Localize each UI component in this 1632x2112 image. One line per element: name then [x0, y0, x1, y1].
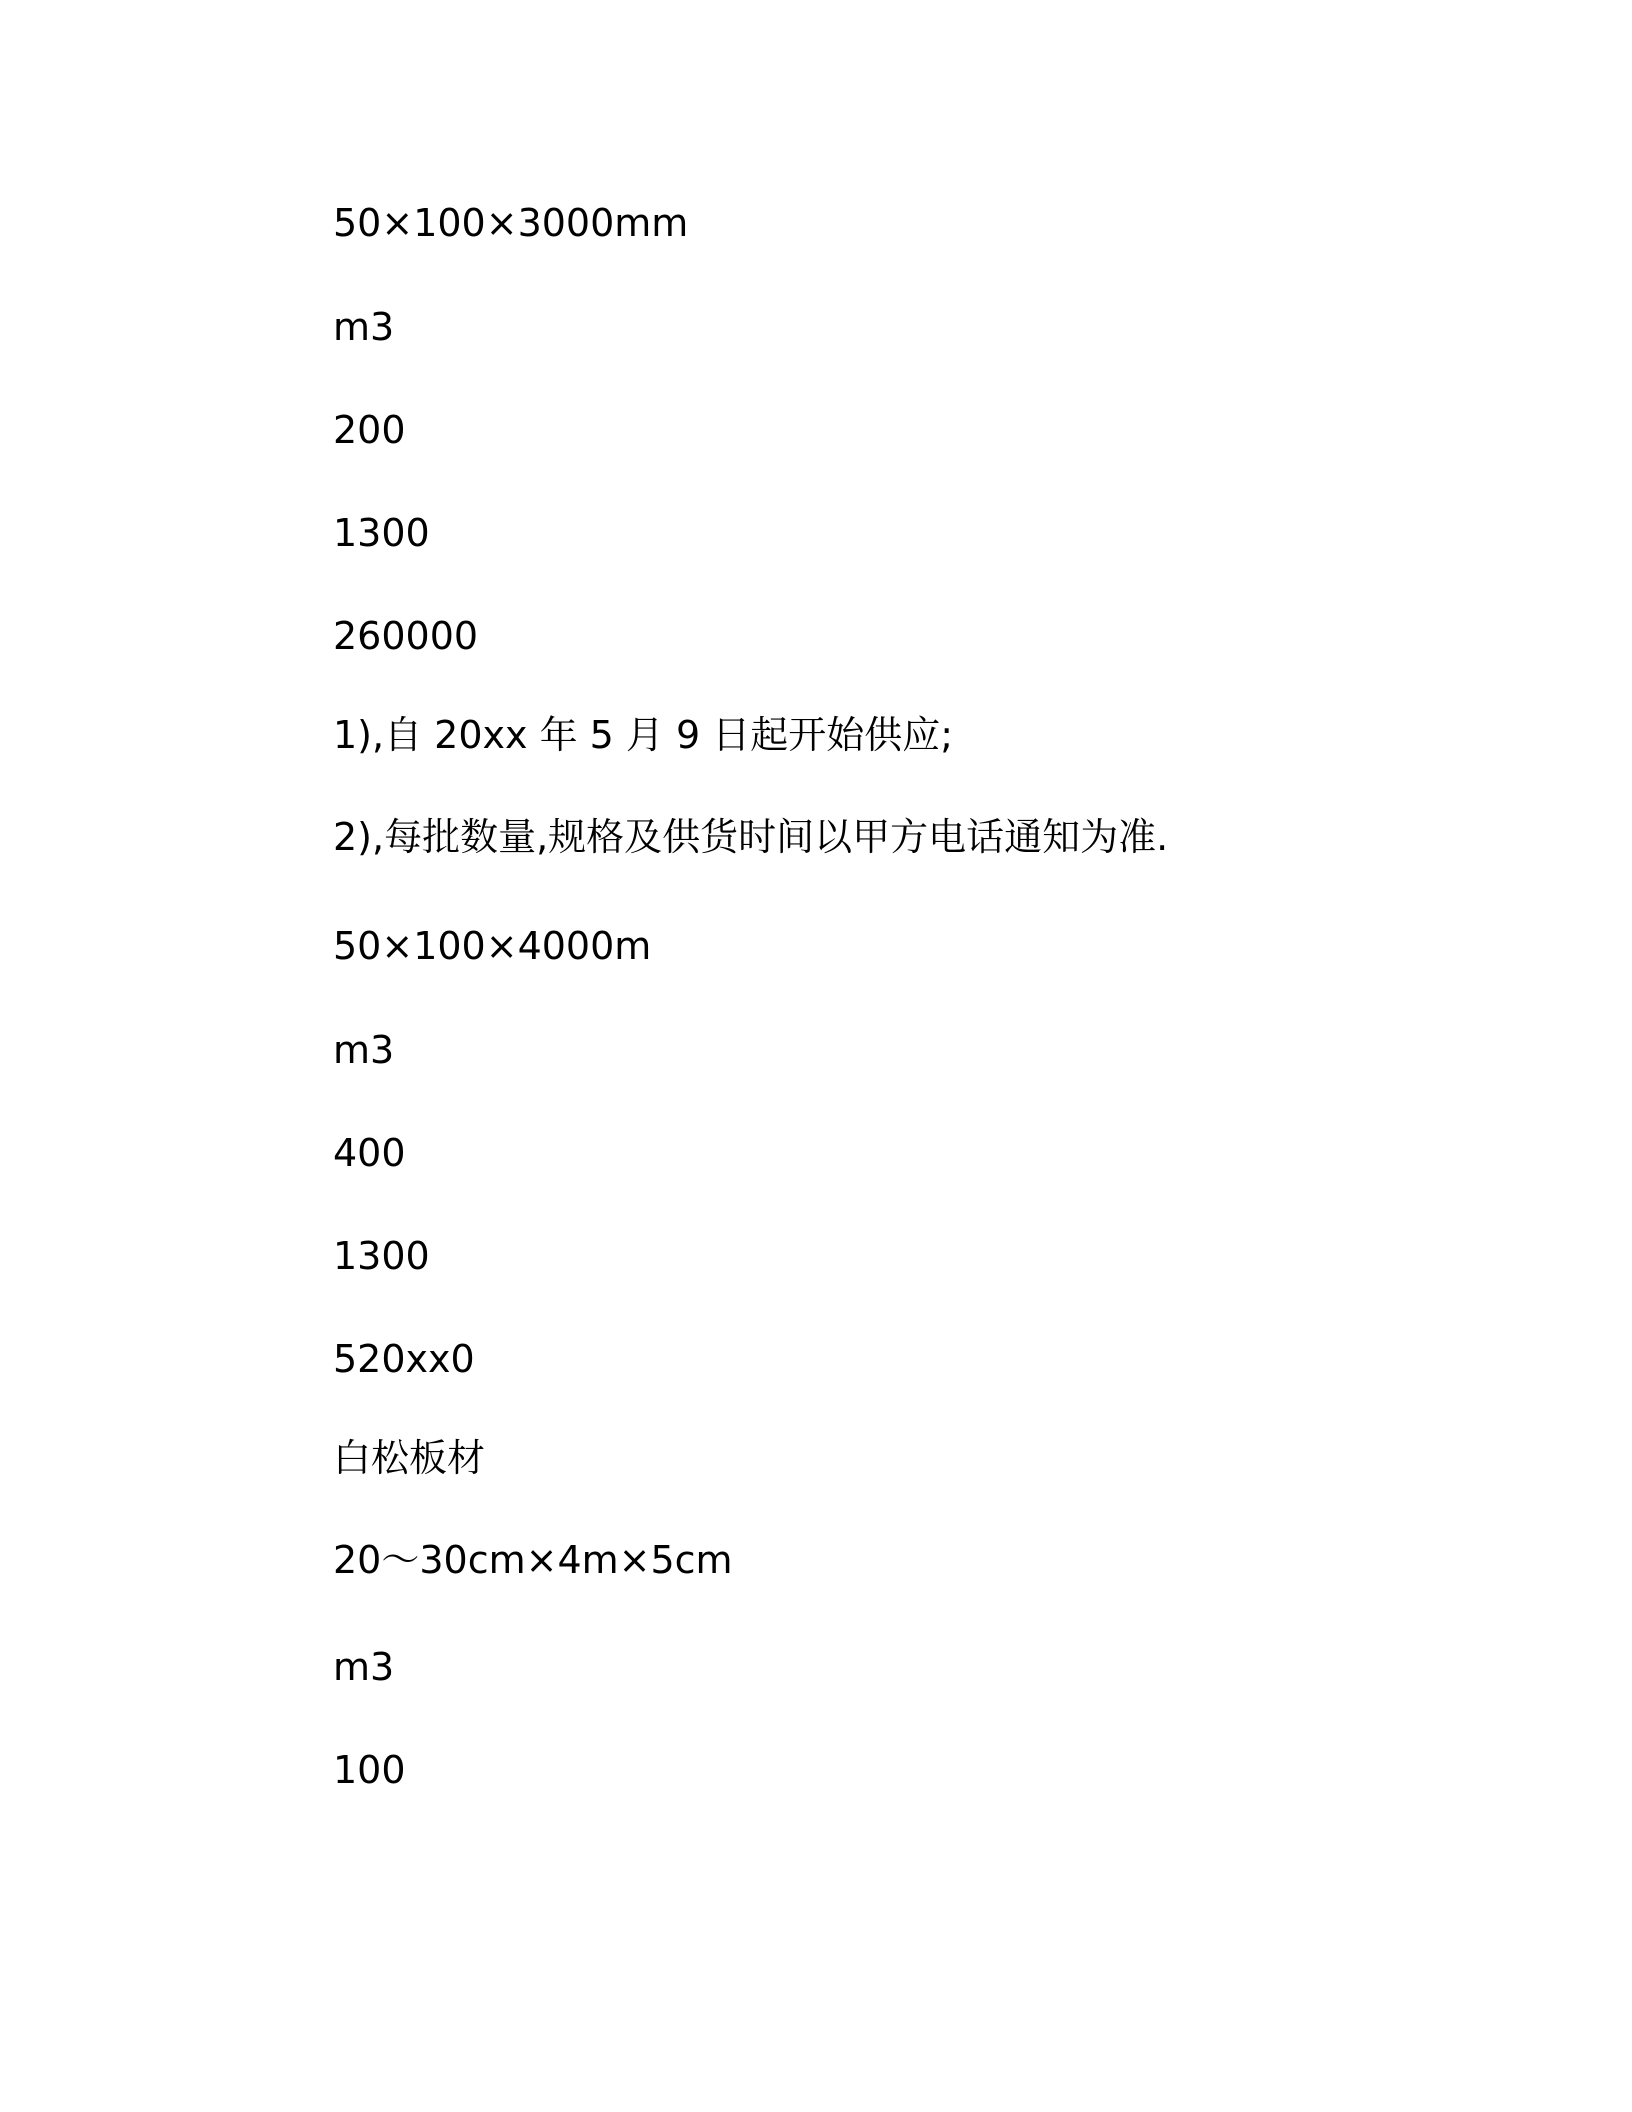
quantity-value: 100 — [333, 1748, 406, 1792]
spec-size-4000m: 50×100×4000m — [333, 924, 652, 968]
unit-label: m3 — [333, 1028, 395, 1072]
unit-label: m3 — [333, 1645, 395, 1689]
amount-value: 260000 — [333, 614, 479, 658]
amount-value: 520xx0 — [333, 1337, 475, 1381]
unit-price-value: 1300 — [333, 511, 430, 555]
quantity-value: 200 — [333, 408, 406, 452]
batch-notice-note: 2),每批数量,规格及供货时间以甲方电话通知为准. — [333, 815, 1169, 859]
material-name: 白松板材 — [333, 1436, 486, 1480]
spec-size-3000mm: 50×100×3000mm — [333, 201, 689, 245]
spec-board-size: 20～30cm×4m×5cm — [333, 1538, 733, 1582]
unit-label: m3 — [333, 305, 395, 349]
supply-start-note: 1),自 20xx 年 5 月 9 日起开始供应; — [333, 713, 954, 757]
quantity-value: 400 — [333, 1131, 406, 1175]
unit-price-value: 1300 — [333, 1234, 430, 1278]
